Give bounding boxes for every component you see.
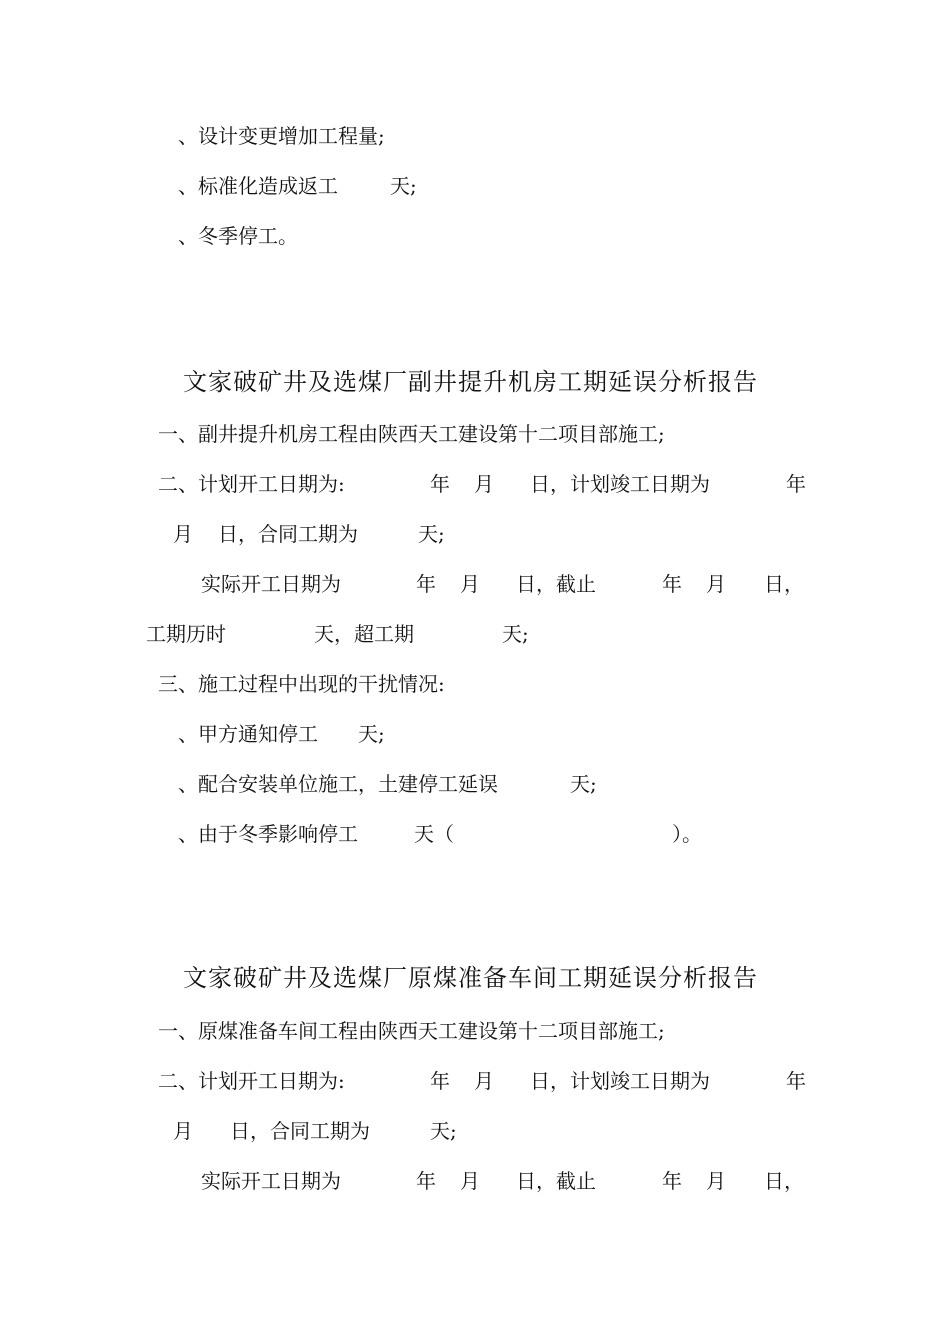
planned-finish-label: 日，计划竣工日期为 (530, 1069, 710, 1093)
construction-unit-line: 一、原煤准备车间工程由陕西天工建设第十二项目部施工; (158, 1019, 665, 1043)
cutoff-label: 日，截止 (516, 572, 596, 596)
year-label: 年 (416, 1169, 436, 1193)
day-label: 日， (764, 1169, 804, 1193)
contract-period-label: 日，合同工期为 (218, 522, 358, 546)
actual-start-label: 实际开工日期为 (201, 1169, 341, 1193)
month-label: 月 (706, 1169, 726, 1193)
year-label: 年 (416, 572, 436, 596)
owner-stop-item: 、甲方通知停工 (178, 722, 318, 746)
day-label: 日， (764, 572, 804, 596)
month-label: 月 (474, 1069, 494, 1093)
month-label: 月 (474, 472, 494, 496)
cutoff-label: 日，截止 (516, 1169, 596, 1193)
year-label: 年 (786, 1069, 806, 1093)
list-item-design-change: 、设计变更增加工程量; (178, 124, 385, 148)
construction-unit-line: 一、副井提升机房工程由陕西天工建设第十二项目部施工; (158, 422, 665, 446)
days-label: 天; (570, 772, 597, 796)
year-label: 年 (430, 1069, 450, 1093)
year-label: 年 (786, 472, 806, 496)
month-label: 月 (173, 1119, 193, 1143)
paren-close: ）。 (672, 822, 702, 846)
month-label: 月 (706, 572, 726, 596)
contract-period-label: 日，合同工期为 (230, 1119, 370, 1143)
month-label: 月 (460, 572, 480, 596)
interference-heading: 三、施工过程中出现的干扰情况: (158, 672, 445, 696)
planned-start-label: 二、计划开工日期为: (158, 1069, 345, 1093)
days-label: 天; (358, 722, 385, 746)
list-item-rework-days: 天; (390, 174, 417, 198)
report-title: 文家破矿井及选煤厂副井提升机房工期延误分析报告 (183, 368, 758, 396)
days-label: 天; (430, 1119, 457, 1143)
days-label: 天; (418, 522, 445, 546)
list-item-winter-stop: 、冬季停工。 (178, 224, 298, 248)
duration-label: 工期历时 (146, 622, 226, 646)
days-label: 天; (502, 622, 529, 646)
year-label: 年 (430, 472, 450, 496)
month-label: 月 (460, 1169, 480, 1193)
overdue-label: 天，超工期 (314, 622, 414, 646)
year-label: 年 (662, 1169, 682, 1193)
planned-start-label: 二、计划开工日期为: (158, 472, 345, 496)
year-label: 年 (662, 572, 682, 596)
list-item-rework: 、标准化造成返工 (178, 174, 338, 198)
report-title: 文家破矿井及选煤厂原煤准备车间工期延误分析报告 (183, 964, 758, 992)
install-coordination-item: 、配合安装单位施工，土建停工延误 (178, 772, 498, 796)
actual-start-label: 实际开工日期为 (201, 572, 341, 596)
days-paren-open: 天（ (414, 822, 454, 846)
winter-stop-item: 、由于冬季影响停工 (178, 822, 358, 846)
month-label: 月 (173, 522, 193, 546)
planned-finish-label: 日，计划竣工日期为 (530, 472, 710, 496)
